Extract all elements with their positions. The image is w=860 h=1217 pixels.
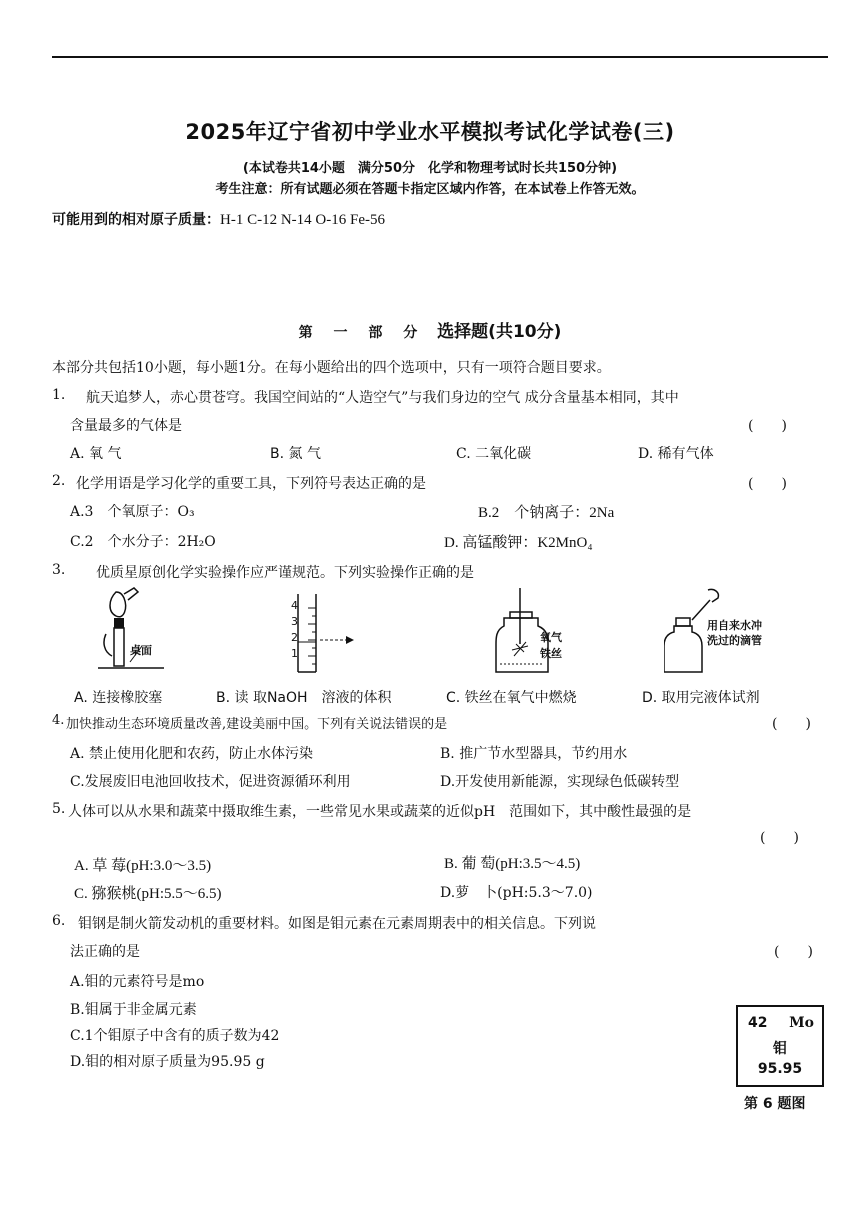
q6-option-b: B.钼属于非金属元素: [70, 1002, 197, 1018]
q5-answer-paren: ( ): [760, 830, 799, 846]
q1-number: 1.: [52, 387, 66, 403]
element-atomic-mass: 95.95: [757, 1061, 803, 1077]
section-label: 第 一 部 分: [298, 325, 426, 341]
q6-stem-line2: 法正确的是: [70, 944, 140, 960]
exam-notice: 考生注意：所有试题必须在答题卡指定区域内作答，在本试卷上作答无效。: [215, 182, 645, 197]
q1-stem: 航天追梦人，赤心贯苍穹。我国空间站的“人造空气”与我们身边的空气 成分含量基本相同，其中: [86, 390, 679, 406]
top-rule: [52, 56, 828, 58]
q3-option-b: B. 读 取NaOH 溶液的体积: [216, 690, 392, 706]
q1-stem-line2: 含量最多的气体是: [70, 418, 182, 434]
q2-option-c: C.2 个水分子：2H₂O: [70, 534, 216, 550]
q2-option-a: A.3 个氧原子：O₃: [70, 504, 195, 520]
q5-option-d: D.萝 卜(pH:5.3～7.0): [440, 885, 593, 901]
q3-option-d: D. 取用完液体试剂: [642, 690, 760, 706]
q5-option-b: B. 葡 萄(pH:3.5～4.5): [444, 856, 581, 872]
q1-answer-paren: ( ): [748, 418, 787, 434]
q4-option-b: B. 推广节水型器具，节约用水: [440, 746, 628, 762]
q6-option-d: D.钼的相对原子质量为95.95 g: [70, 1054, 265, 1070]
exam-title: 2025年辽宁省初中学业水平模拟考试化学试卷(三): [185, 120, 675, 144]
q5-number: 5.: [52, 801, 66, 817]
q4-answer-paren: ( ): [772, 716, 811, 732]
q6-number: 6.: [52, 913, 66, 929]
section-intro: 本部分共包括10小题，每小题1分。在每小题给出的四个选项中，只有一项符合题目要求。: [52, 360, 611, 376]
q4-stem: 加快推动生态环境质量改善,建设美丽中国。下列有关说法错误的是: [66, 717, 448, 732]
figure-c-oxygen-label: 氧气: [540, 631, 562, 644]
q3-option-c: C. 铁丝在氧气中燃烧: [446, 690, 577, 706]
q2-option-b: B.2 个钠离子：2Na: [478, 505, 615, 521]
exam-info: (本试卷共14小题 满分50分 化学和物理考试时长共150分钟): [242, 161, 618, 176]
q2-answer-paren: ( ): [748, 476, 787, 492]
q6-stem: 钼钢是制火箭发动机的重要材料。如图是钼元素在元素周期表中的相关信息。下列说: [78, 916, 596, 932]
figure-d-rinse-label-1: 用自来水冲: [707, 619, 762, 632]
q4-option-a: A. 禁止使用化肥和农药，防止水体污染: [70, 746, 314, 762]
q4-option-c: C.发展废旧电池回收技术，促进资源循环利用: [70, 774, 351, 790]
tick-label-4: 4: [291, 599, 298, 612]
section-heading: [0, 317, 860, 342]
figure-c-wire-label: 铁丝: [540, 647, 562, 660]
tick-label-3: 3: [291, 615, 298, 628]
q5-stem: 人体可以从水果和蔬菜中摄取维生素，一些常见水果或蔬菜的近似pH 范围如下，其中酸性最强的是: [68, 804, 692, 820]
atomic-mass-line: [52, 209, 385, 229]
q3-stem: 优质星原创化学实验操作应严谨规范。下列实验操作正确的是: [96, 565, 474, 581]
q5-option-a: A. 草 莓(pH:3.0～3.5): [74, 858, 212, 874]
q1-option-b: B. 氮 气: [270, 446, 321, 462]
q6-answer-paren: ( ): [774, 944, 813, 960]
q1-option-a: A. 氧 气: [70, 446, 122, 462]
q1-option-c: C. 二氧化碳: [456, 446, 532, 462]
tick-label-2: 2: [291, 631, 298, 644]
element-tile-molybdenum: [736, 1005, 824, 1087]
section-title: 选择题(共10分): [437, 322, 562, 342]
q4-number: 4.: [52, 713, 65, 728]
figure-a-connect-stopper: [94, 586, 174, 676]
atomic-mass-values: H-1 C-12 N-14 O-16 Fe-56: [220, 212, 385, 228]
q6-option-a: A.钼的元素符号是mo: [70, 974, 205, 990]
tick-label-1: 1: [291, 647, 298, 660]
q2-option-d: D. 高锰酸钾：K2MnO₄: [444, 535, 593, 551]
figure-d-rinse-label-2: 洗过的滴管: [707, 634, 762, 647]
q3-number: 3.: [52, 562, 66, 578]
q5-option-c: C. 猕猴桃(pH:5.5～6.5): [74, 886, 222, 902]
atomic-mass-label: 可能用到的相对原子质量：: [52, 212, 220, 228]
element-symbol: Mo: [789, 1015, 814, 1031]
q3-option-a: A. 连接橡胶塞: [74, 690, 163, 706]
q2-stem: 化学用语是学习化学的重要工具，下列符号表达正确的是: [76, 476, 426, 492]
q2-number: 2.: [52, 473, 66, 489]
q6-option-c: C.1个钼原子中含有的质子数为42: [70, 1028, 280, 1044]
q4-option-d: D.开发使用新能源，实现绿色低碳转型: [440, 774, 680, 790]
element-name: 钼: [773, 1041, 787, 1057]
figure-a-desk-label: 桌面: [130, 644, 152, 657]
figure-6-caption: 第 6 题图: [744, 1096, 806, 1112]
element-atomic-number: 42: [748, 1015, 768, 1031]
q1-option-d: D. 稀有气体: [638, 446, 714, 462]
